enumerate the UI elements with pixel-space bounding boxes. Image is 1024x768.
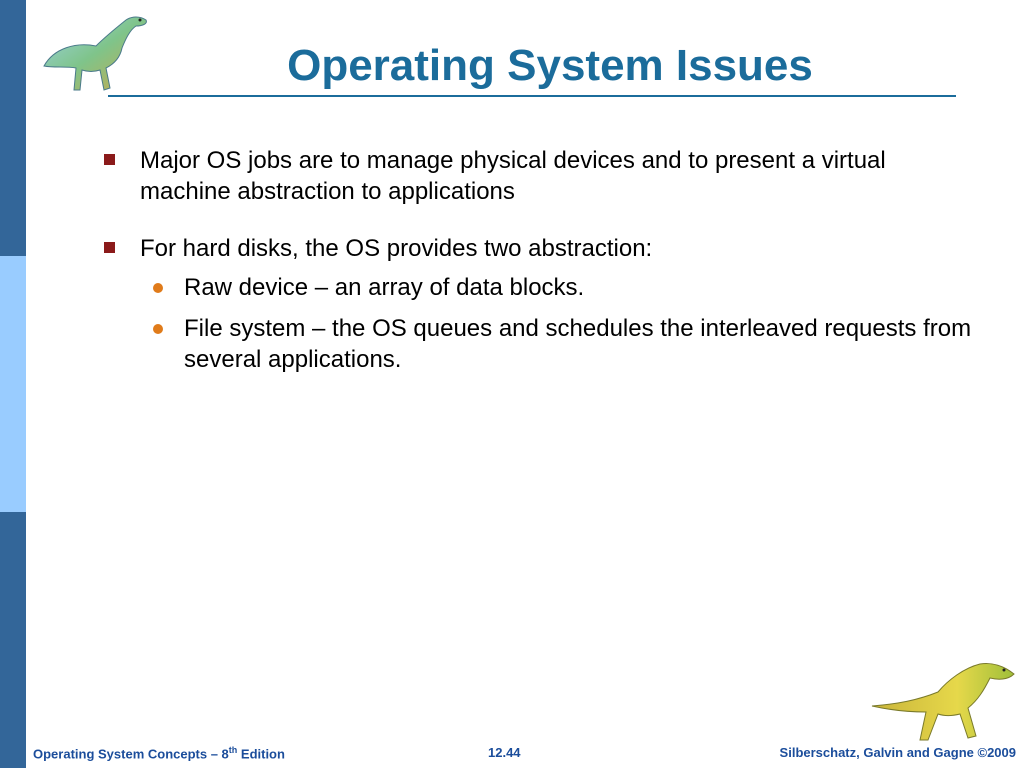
bullet-item xyxy=(100,233,980,264)
sidebar-stripe-top xyxy=(0,0,26,256)
footer-book-title-text: Operating System Concepts – 8 xyxy=(33,746,229,762)
sub-bullet-text: File system – the OS queues and schedules the interleaved requests from several applications. xyxy=(184,315,972,373)
sidebar-stripe-bottom xyxy=(0,512,26,768)
footer-edition-text: Edition xyxy=(237,746,285,762)
bullet-text: Major OS jobs are to manage physical devices and to present a virtual machine abstraction to applications xyxy=(140,147,886,205)
sidebar-stripe-middle xyxy=(0,256,26,512)
square-bullet-icon xyxy=(104,154,115,165)
dot-bullet-icon xyxy=(153,324,163,334)
title-underline xyxy=(108,95,956,97)
dot-bullet-icon xyxy=(153,283,163,293)
slide-content xyxy=(100,145,980,385)
slide-title: Operating System Issues xyxy=(287,41,813,90)
sub-bullet-text: Raw device – an array of data blocks. xyxy=(184,274,585,301)
footer-copyright: Silberschatz, Galvin and Gagne ©2009 xyxy=(779,745,1016,760)
sub-bullet-item xyxy=(100,313,980,375)
sub-bullet-item xyxy=(100,272,980,303)
footer-ordinal-suffix: th xyxy=(228,745,238,755)
dinosaur-logo-bottom xyxy=(868,656,1018,746)
footer-book-title xyxy=(33,745,285,761)
bullet-text: For hard disks, the OS provides two abstraction: xyxy=(140,235,653,262)
bullet-item xyxy=(100,145,980,207)
dinosaur-logo-top xyxy=(36,8,156,98)
footer-page-number: 12.44 xyxy=(488,745,521,760)
square-bullet-icon xyxy=(104,242,115,253)
